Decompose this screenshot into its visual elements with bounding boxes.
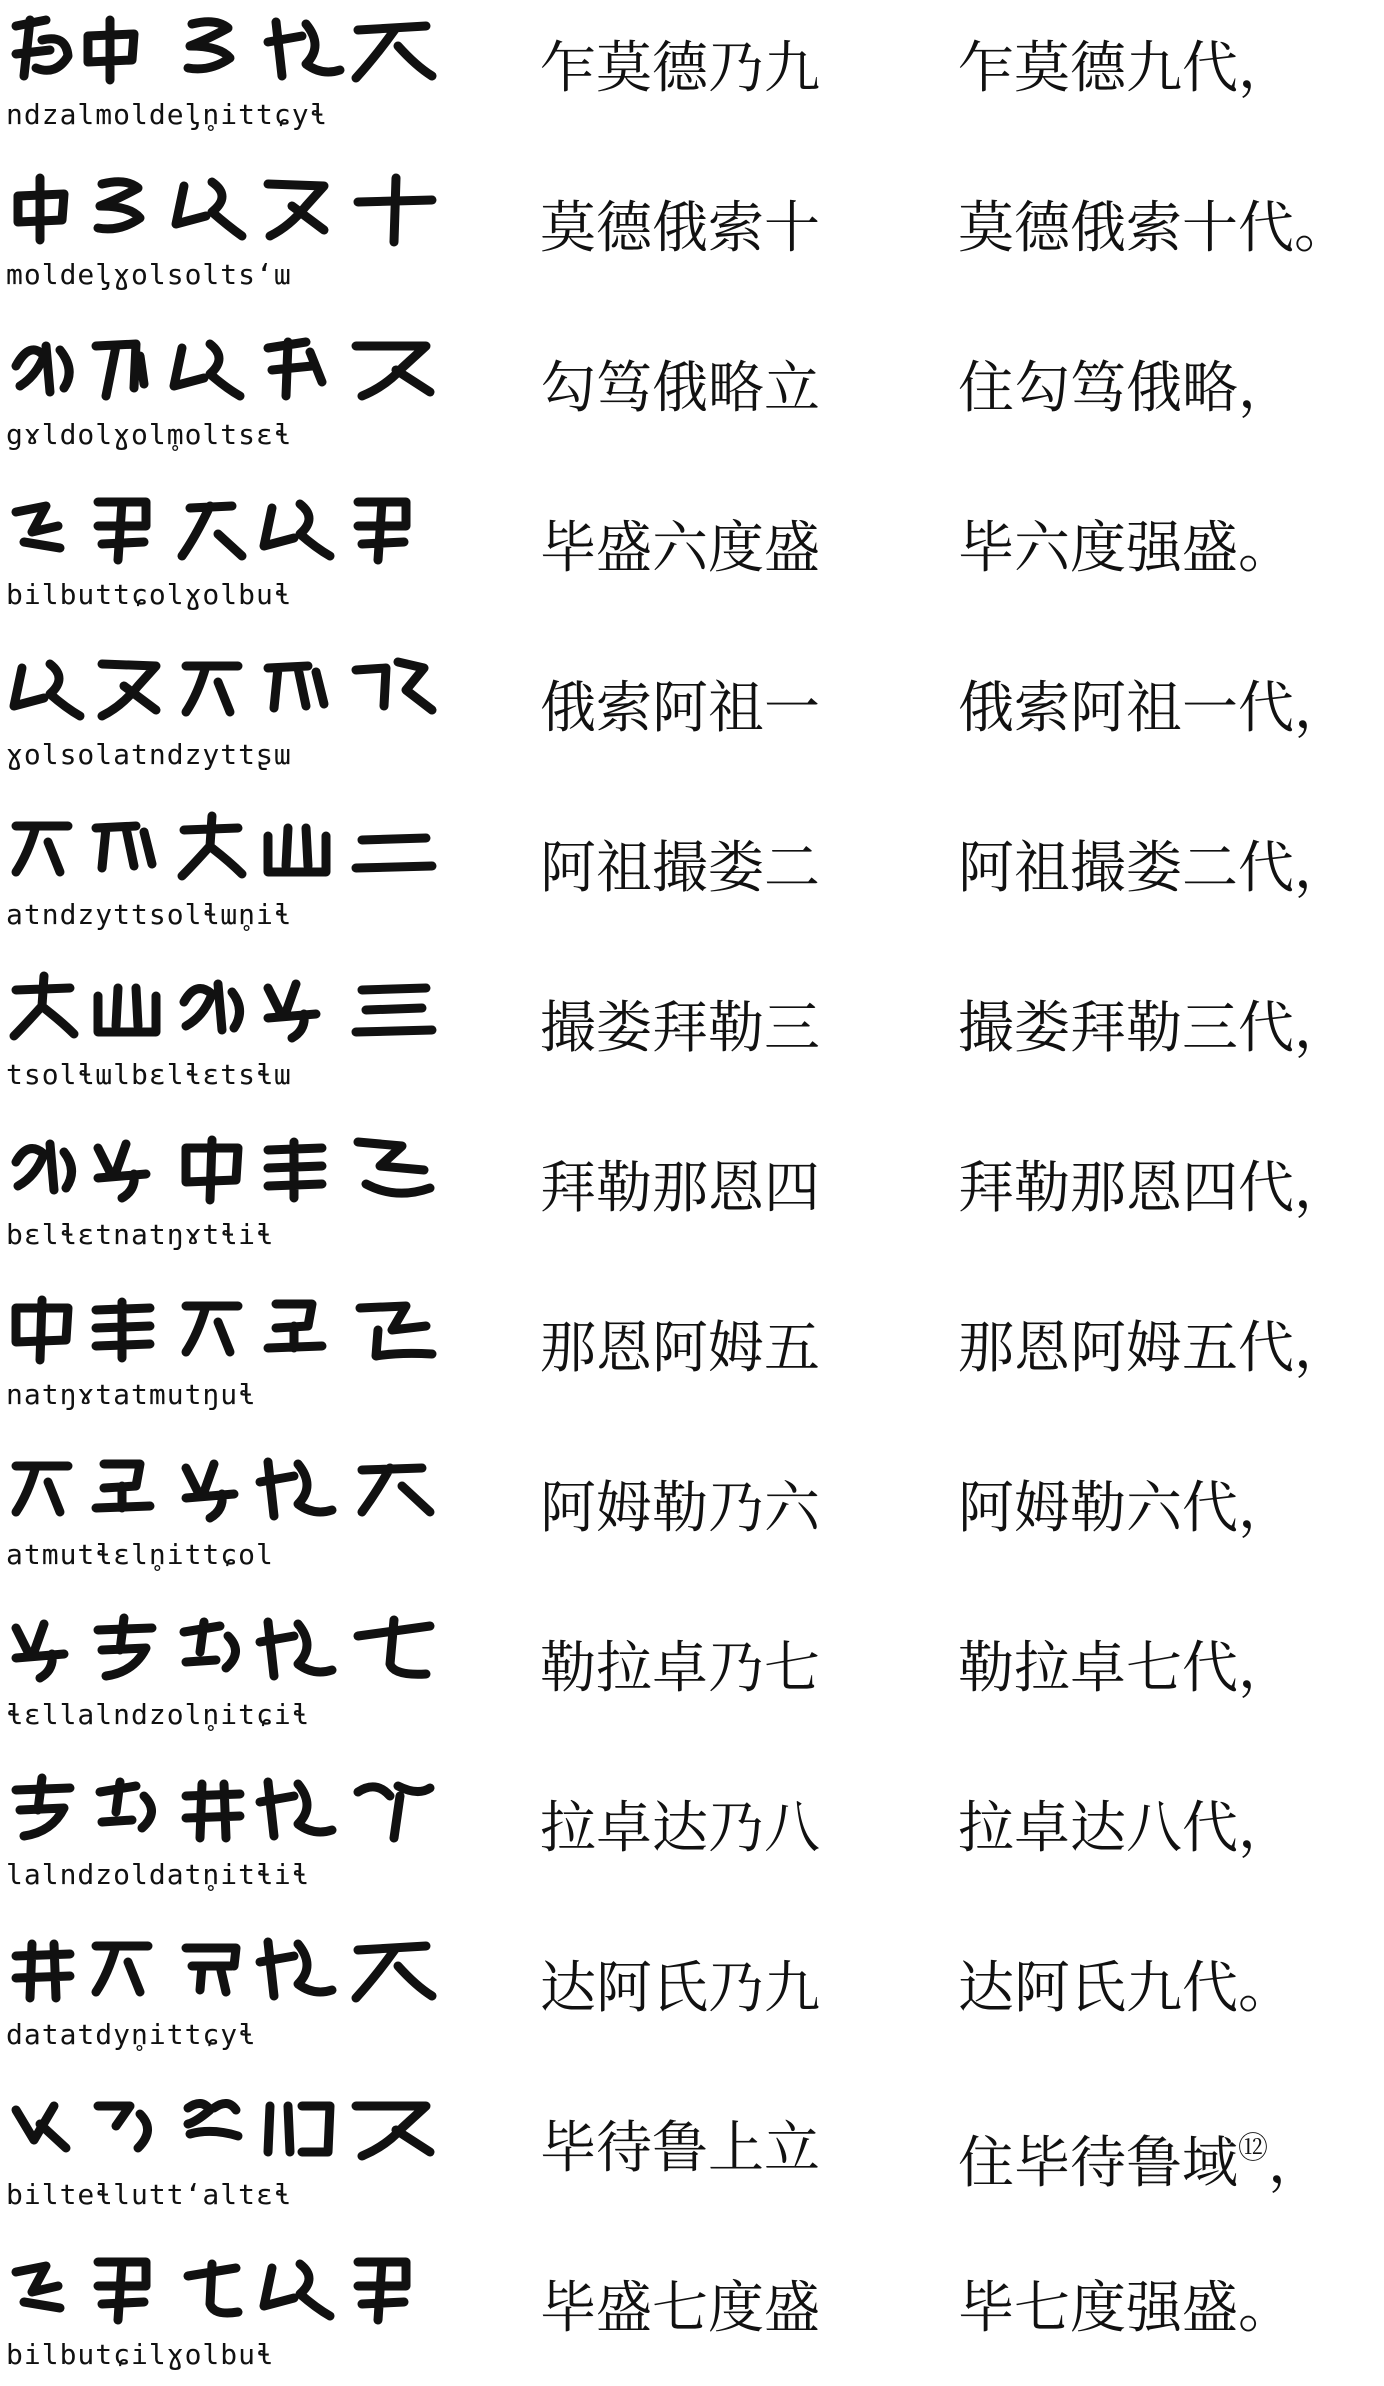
verse-row-5 xyxy=(0,640,1384,800)
yi-script-glyphs xyxy=(6,326,446,408)
verse-row-14 xyxy=(0,2080,1384,2240)
word-gloss: 毕盛六度盛 xyxy=(540,516,820,581)
word-gloss: 撮娄拜勒三 xyxy=(540,996,820,1061)
translation: 勒拉卓七代， xyxy=(958,1636,1294,1701)
romanization-line: atmutɬɛln̥ittɕol xyxy=(6,1538,274,1571)
yi-script-line-13 xyxy=(6,1926,446,2066)
translation: 达阿氏九代。 xyxy=(958,1956,1294,2021)
translation-punctuation: ， xyxy=(1268,2131,1324,2196)
romanization-line: ɬɛllalndzoln̥itɕiɬ xyxy=(6,1698,310,1731)
word-gloss: 乍莫德乃九 xyxy=(540,36,820,101)
word-gloss: 莫德俄索十 xyxy=(540,196,820,261)
romanization-line: gɤldolɣolm̥oltsɛɬ xyxy=(6,418,292,451)
verse-row-11 xyxy=(0,1600,1384,1760)
translation xyxy=(958,2114,1324,2199)
verse-row-6 xyxy=(0,800,1384,960)
yi-script-glyphs xyxy=(6,1606,446,1688)
yi-script-glyphs xyxy=(6,166,446,248)
yi-script-glyphs xyxy=(6,1126,446,1208)
word-gloss: 达阿氏乃九 xyxy=(540,1956,820,2021)
verse-row-9 xyxy=(0,1280,1384,1440)
translation: 拉卓达八代， xyxy=(958,1796,1294,1861)
verse-row-15 xyxy=(0,2240,1384,2371)
word-gloss: 阿姆勒乃六 xyxy=(540,1476,820,1541)
romanization-line: bilbutɕilɣolbuɬ xyxy=(6,2338,274,2371)
verse-row-13 xyxy=(0,1920,1384,2080)
yi-script-glyphs xyxy=(6,1286,446,1368)
romanization-line: tsolɬɯlbɛlɬɛtsɬɯ xyxy=(6,1058,292,1091)
verse-row-3 xyxy=(0,320,1384,480)
yi-script-line-3 xyxy=(6,326,446,466)
romanization-line: bilbuttɕolɣolbuɬ xyxy=(6,578,292,611)
translation: 阿姆勒六代， xyxy=(958,1476,1294,1541)
verse-row-4 xyxy=(0,480,1384,640)
word-gloss: 那恩阿姆五 xyxy=(540,1316,820,1381)
footnote-marker[interactable]: ⑫ xyxy=(1238,2131,1268,2166)
romanization-line: ɣolsolatndzyttʂɯ xyxy=(6,738,292,771)
word-gloss: 勒拉卓乃七 xyxy=(540,1636,820,1701)
word-gloss: 拉卓达乃八 xyxy=(540,1796,820,1861)
romanization-line: atndzyttsolɬɯn̥iɬ xyxy=(6,898,292,931)
romanization-line: natŋɤtatmutŋuɬ xyxy=(6,1378,257,1411)
translation: 莫德俄索十代。 xyxy=(958,196,1350,261)
translation: 毕六度强盛。 xyxy=(958,516,1294,581)
verse-row-2 xyxy=(0,160,1384,320)
translation: 乍莫德九代， xyxy=(958,36,1294,101)
translation: 住勾笃俄略， xyxy=(958,356,1294,421)
romanization-line: moldeᶅɣolsolts‘ɯ xyxy=(6,258,292,291)
word-gloss: 阿祖撮娄二 xyxy=(540,836,820,901)
word-gloss: 毕盛七度盛 xyxy=(540,2276,820,2341)
yi-script-glyphs xyxy=(6,6,446,88)
yi-script-line-5 xyxy=(6,646,446,786)
yi-script-line-12 xyxy=(6,1766,446,1906)
yi-script-line-4 xyxy=(6,486,446,626)
translation: 俄索阿祖一代， xyxy=(958,676,1350,741)
yi-script-line-1 xyxy=(6,6,446,146)
romanization-line: lalndzoldatn̥itɬiɬ xyxy=(6,1858,310,1891)
translation-text: 住毕待鲁域 xyxy=(958,2131,1238,2196)
verse-row-8 xyxy=(0,1120,1384,1280)
translation: 拜勒那恩四代， xyxy=(958,1156,1350,1221)
word-gloss: 俄索阿祖一 xyxy=(540,676,820,741)
yi-script-line-11 xyxy=(6,1606,446,1746)
yi-script-line-15 xyxy=(6,2246,446,2386)
translation: 毕七度强盛。 xyxy=(958,2276,1294,2341)
yi-script-glyphs xyxy=(6,806,446,888)
yi-script-line-14 xyxy=(6,2086,446,2226)
yi-script-glyphs xyxy=(6,486,446,568)
romanization-line: bilteɬlutt‘altɛɬ xyxy=(6,2178,292,2211)
yi-script-glyphs xyxy=(6,1446,446,1528)
yi-script-glyphs xyxy=(6,2086,446,2168)
verse-row-7 xyxy=(0,960,1384,1120)
yi-script-line-8 xyxy=(6,1126,446,1266)
verse-row-1 xyxy=(0,0,1384,160)
yi-script-line-2 xyxy=(6,166,446,306)
yi-script-glyphs xyxy=(6,646,446,728)
yi-script-line-9 xyxy=(6,1286,446,1426)
yi-script-glyphs xyxy=(6,1766,446,1848)
verse-row-12 xyxy=(0,1760,1384,1920)
romanization-line: ndzalmoldeᶅn̥ittɕyɬ xyxy=(6,98,328,131)
yi-script-line-6 xyxy=(6,806,446,946)
verse-row-10 xyxy=(0,1440,1384,1600)
translation: 那恩阿姆五代， xyxy=(958,1316,1350,1381)
yi-script-line-7 xyxy=(6,966,446,1106)
yi-script-glyphs xyxy=(6,966,446,1048)
yi-script-glyphs xyxy=(6,2246,446,2328)
yi-script-line-10 xyxy=(6,1446,446,1586)
translation: 阿祖撮娄二代， xyxy=(958,836,1350,901)
word-gloss: 勾笃俄略立 xyxy=(540,356,820,421)
word-gloss: 拜勒那恩四 xyxy=(540,1156,820,1221)
romanization-line: datatdyn̥ittɕyɬ xyxy=(6,2018,257,2051)
translation: 撮娄拜勒三代， xyxy=(958,996,1350,1061)
yi-script-glyphs xyxy=(6,1926,446,2008)
word-gloss: 毕待鲁上立 xyxy=(540,2116,820,2181)
romanization-line: bɛlɬɛtnatŋɤtɬiɬ xyxy=(6,1218,274,1251)
